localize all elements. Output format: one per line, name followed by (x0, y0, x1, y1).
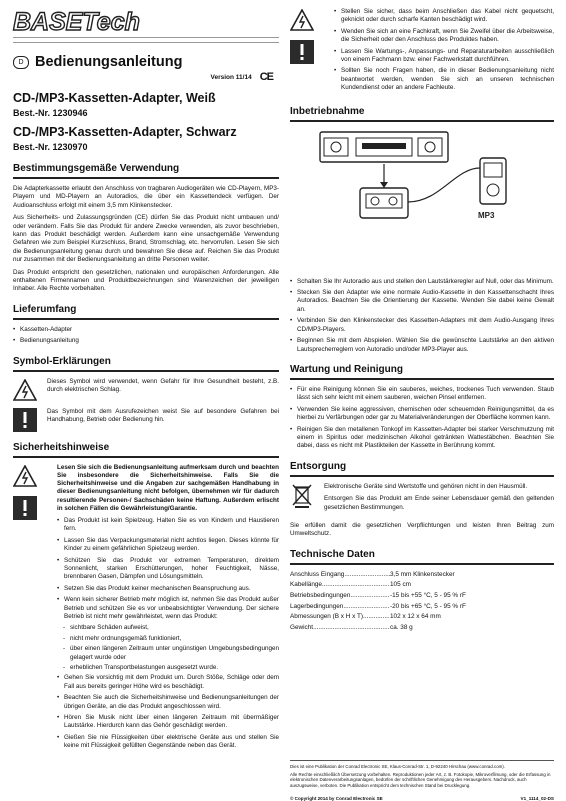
spec-row (290, 624, 554, 633)
spec-row (290, 592, 554, 601)
product-name-2: CD-/MP3-Kassetten-Adapter, Schwarz (13, 125, 237, 139)
list-item: • Beginnen Sie mit dem Abspielen. Wählen Sie die gewünschte Lautstärke an den aktiven Lautsprecherreglern von Autoradio und/oder MP3-Player aus. (290, 337, 554, 354)
lightning-warning-icon (13, 378, 37, 402)
list-subitem: - über einen längeren Zeitraum unter ungünstigen Umgebungsbedingungen gelagert wurde oder (57, 645, 279, 662)
intended-use-paragraph: Die Adapterkassette erlaubt den Anschluss von tragbaren Audiogeräten wie CD-Playern, MP3-Playern und MD-Playern an Autoradios, die über ein Kassettendeck verfügen. Der Audioanschluss erfolgt mit einem 3,5 mm Klinkenstecker. (13, 185, 279, 209)
spec-row (290, 613, 554, 622)
list-item: • Bedienungsanleitung (13, 337, 279, 345)
intended-use-paragraph: Das Produkt entspricht den gesetzlichen, nationalen und europäischen Anforderungen. Alle enthaltenen Firmennamen und Produktbezeichnungen sind Warenzeichen der jeweiligen Inhaber. Alle Rechte vorbehalten. (13, 268, 279, 293)
diagram-label: MP3 (478, 210, 495, 220)
symbol-row (13, 378, 279, 402)
list-item: • Gehen Sie vorsichtig mit dem Produkt um. Durch Stöße, Schläge oder dem Fall aus bereits geringer Höhe wird es beschädigt. (57, 674, 279, 691)
disposal-row (290, 483, 554, 516)
list-item: • Wenden Sie sich an eine Fachkraft, wenn Sie Zweifel über die Arbeitsweise, die Sicherheit oder den Anschluss des Produktes haben. (334, 28, 554, 45)
delivery-list (13, 326, 279, 346)
order-number-1: Best.-Nr. 1230946 (13, 108, 88, 118)
car-radio-illustration (320, 132, 448, 162)
safety-body (57, 464, 279, 754)
list-subitem: - nicht mehr ordnungsgemäß funktioniert, (57, 635, 279, 643)
spec-label: Betriebsbedingungen ..... (290, 592, 390, 601)
lightning-warning-icon (290, 8, 314, 32)
spec-label: Gewicht ..... (290, 624, 390, 633)
list-item: • Stecken Sie den Adapter wie eine normale Audio-Kassette in den Kassettenschacht Ihres Autoradios. Beachten Sie die Orientierung der Kassette. Wenden Sie dabei keine Gewalt an. (290, 289, 554, 314)
spec-value: 3,5 mm Klinkenstecker (390, 570, 455, 578)
spec-row (290, 571, 554, 580)
copyright-text: © Copyright 2014 by Conrad Electronic SE (290, 796, 383, 801)
list-item: • Stellen Sie sicher, dass beim Anschließen das Kabel nicht gequetscht, geknickt oder durch scharfe Kanten beschädigt wird. (334, 8, 554, 25)
list-item: • Sollten Sie noch Fragen haben, die in dieser Bedienungsanleitung nicht beantwortet werden, wenden Sie sich an unseren technischen Kundendienst oder an andere Fachleute. (334, 67, 554, 92)
ce-mark: CE (259, 71, 273, 83)
document-code: V1_1114_02-DS (520, 796, 554, 801)
spec-label: Kabellänge ..... (290, 581, 390, 590)
exclamation-icon (13, 408, 37, 432)
list-item: • Lassen Sie Wartungs-, Anpassungs- und Reparaturarbeiten ausschließlich von einem Fachmann bzw. einer Fachwerkstatt durchführen. (334, 48, 554, 65)
version-label: Version 11/14 (210, 73, 252, 81)
lightning-warning-icon (13, 464, 37, 488)
disposal-footer: Sie erfüllen damit die gesetzlichen Verpflichtungen und leisten Ihren Beitrag zum Umweltschutz. (290, 521, 554, 538)
operation-list (290, 278, 554, 354)
list-subitem: - erheblichen Transportbelastungen ausgesetzt wurde. (57, 664, 279, 672)
safety-heading: Sicherheitshinweise (13, 442, 279, 458)
intended-use-heading: Bestimmungsgemäße Verwendung (13, 163, 279, 179)
copyright-row (290, 796, 554, 801)
list-item: • Lassen Sie das Verpackungsmaterial nicht achtlos liegen. Dieses könnte für Kinder zu einem gefährlichen Spielzeug werden. (57, 537, 279, 554)
safety-continued-block (290, 8, 554, 96)
spec-value: ca. 38 g (390, 623, 413, 631)
list-item: • Reinigen Sie den metallenen Tonkopf im Kassetten-Adapter bei starker Verschmutzung mit einem in Spiritus oder medizinischen Alkohol getränkten Wattestäbchen. Beachten Sie dabei, dass es nicht mit Plastikteilen der Kassette in Berührung kommt. (290, 426, 554, 451)
list-item: • Schützen Sie das Produkt vor extremen Temperaturen, direktem Sonnenlicht, starken Erschütterungen, hoher Feuchtigkeit, Nässe, brennbaren Gasen, Dämpfen und Lösungsmitteln. (57, 557, 279, 582)
spec-row (290, 581, 554, 590)
safety-icons (13, 464, 47, 528)
spec-value: -20 bis +65 °C, 5 - 95 % rF (390, 602, 466, 610)
safety-list (57, 517, 279, 751)
product-name-1: CD-/MP3-Kassetten-Adapter, Weiß (13, 91, 216, 105)
list-item: • Kassetten-Adapter (13, 326, 279, 334)
crossed-bin-icon (290, 483, 314, 507)
list-item: • Gießen Sie nie Flüssigkeiten über elektrische Geräte aus und stellen Sie keine mit Flüssigkeit gefüllten Gegenstände neben das Gerät. (57, 734, 279, 751)
imprint-rights: Alle Rechte einschließlich Übersetzung vorbehalten. Reproduktionen jeder Art, z. B. Fotokopie, Mikroverfilmung, oder die Erfassung in elektronischen Datenverarbeitungsanlagen, bedürfen der schriftlichen Genehmigung des Herausgebers. Nachdruck, auch auszugsweise, verboten. Die Publikation entspricht dem technischen Stand bei Drucklegung. (290, 771, 551, 788)
order-number-2: Best.-Nr. 1230970 (13, 142, 88, 152)
delivery-heading: Lieferumfang (13, 304, 279, 320)
intended-use-paragraph: Aus Sicherheits- und Zulassungsgründen (CE) dürfen Sie das Produkt nicht umbauen und/ oder verändern. Falls Sie das Produkt für andere Zwecke verwenden, als zuvor beschrieben, kann das Produkt beschädigt werden. Außerdem kann eine unsachgemäße Verwendung Gefahren wie zum Beispiel Kurzschluss, Brand, Stromschlag, etc. hervorrufen. Lesen Sie sich die Bedienungsanleitung genau durch und bewahren Sie diese auf. Reichen Sie das Produkt nur zusammen mit der Bedienungsanleitung an dritte Personen weiter. (13, 214, 279, 264)
version-row (13, 69, 279, 85)
safety-block (13, 464, 279, 754)
connection-diagram (290, 128, 554, 278)
spec-label: Abmessungen (B x H x T) ..... (290, 613, 390, 622)
safety-icons (290, 8, 324, 72)
specs-heading: Technische Daten (290, 549, 554, 565)
left-column (13, 8, 279, 754)
symbol-text: Das Symbol mit dem Ausrufezeichen weist Sie auf besondere Gefahren bei Handhabung, Betrieb oder Bedienung hin. (47, 407, 279, 424)
list-item: • Beachten Sie auch die Sicherheitshinweise und Bedienungsanleitungen der übrigen Geräte, an die das Produkt angeschlossen wird. (57, 694, 279, 711)
list-item: • Hören Sie Musik nicht über einen längeren Zeitraum mit übermäßiger Lautstärke. Hierdurch kann das Gehör geschädigt werden. (57, 714, 279, 731)
list-item: • Für eine Reinigung können Sie ein sauberes, weiches, trockenes Tuch verwenden. Staub lässt sich sehr leicht mit einem sauberen, weichen Pinsel entfernen. (290, 386, 554, 403)
symbol-text: Dieses Symbol wird verwendet, wenn Gefahr für Ihre Gesundheit besteht, z.B. durch elektrischen Schlag. (47, 377, 279, 394)
spec-label: Lagerbedingungen ..... (290, 603, 390, 612)
safety-intro: Lesen Sie sich die Bedienungsanleitung aufmerksam durch und beachten Sie insbesondere die Sicherheitshinweise. Falls Sie die Sicherheitshinweise und die Angaben zur sachgemäßen Handhabung in dieser Bedienungsanleitung nicht befolgen, übernehmen wir für dadurch resultierende Personen-/ Sachschäden keine Haftung. Außerdem erlischt in solchen Fällen die Gewährleistung/Garantie. (57, 463, 279, 512)
spec-label: Anschluss Eingang ..... (290, 571, 390, 580)
list-subitem: - sichtbare Schäden aufweist, (57, 624, 279, 632)
disposal-paragraph: Entsorgen Sie das Produkt am Ende seiner Lebensdauer gemäß den geltenden gesetzlichen Bestimmungen. (324, 495, 554, 511)
brand-logo: BASETech (13, 8, 140, 36)
imprint-footer (290, 760, 554, 801)
list-item: • Schalten Sie Ihr Autoradio aus und stellen den Lautstärkeregler auf Null, oder das Minimum. (290, 278, 554, 286)
mp3-player-illustration (480, 158, 506, 204)
disposal-text (324, 483, 554, 516)
spec-value: -15 bis +55 °C, 5 - 95 % rF (390, 591, 466, 599)
imprint-line: Dies ist eine Publikation der Conrad Electronic SE, Klaus-Conrad-Str. 1, D-92240 Hirschau (www.conrad.com). (290, 764, 505, 769)
cassette-illustration (360, 188, 408, 218)
maintenance-list (290, 386, 554, 451)
language-badge: D (13, 56, 29, 69)
operation-heading: Inbetriebnahme (290, 106, 554, 122)
specs-table (290, 571, 554, 633)
symbol-row (13, 408, 279, 432)
spec-value: 102 x 12 x 64 mm (390, 613, 441, 621)
list-item: • Das Produkt ist kein Spielzeug. Halten Sie es von Kindern und Haustieren fern. (57, 517, 279, 534)
safety-list-continued (334, 8, 554, 93)
disposal-heading: Entsorgung (290, 461, 554, 477)
maintenance-heading: Wartung und Reinigung (290, 364, 554, 380)
logo-rule (13, 37, 279, 43)
right-column (290, 8, 554, 634)
list-item: • Verbinden Sie den Klinkenstecker des Kassetten-Adapters mit dem Audio-Ausgang Ihres CD/MP3-Players. (290, 317, 554, 334)
list-item: • Setzen Sie das Produkt keiner mechanischen Beanspruchung aus. (57, 585, 279, 593)
disposal-paragraph: Elektronische Geräte sind Wertstoffe und gehören nicht in den Hausmüll. (324, 482, 528, 490)
manual-title: Bedienungsanleitung (35, 54, 183, 70)
exclamation-icon (290, 40, 314, 64)
footer-rule (290, 760, 554, 761)
list-item: • Verwenden Sie keine aggressiven, chemischen oder scheuernden Reinigungsmittel, da es hierbei zu Verfärbungen oder gar zu Materialveränderungen der Oberfläche kommen kann. (290, 406, 554, 423)
symbols-heading: Symbol-Erklärungen (13, 356, 279, 372)
spec-row (290, 603, 554, 612)
safety-continued-body (334, 8, 554, 96)
list-item: • Wenn kein sicherer Betrieb mehr möglich ist, nehmen Sie das Produkt außer Betrieb und schützen Sie es vor unbeabsichtigter Verwendung. Der sichere Betrieb ist nicht mehr gewährleistet, wenn das Produkt: (57, 596, 279, 621)
spec-value: 105 cm (390, 581, 411, 589)
exclamation-icon (13, 496, 37, 520)
